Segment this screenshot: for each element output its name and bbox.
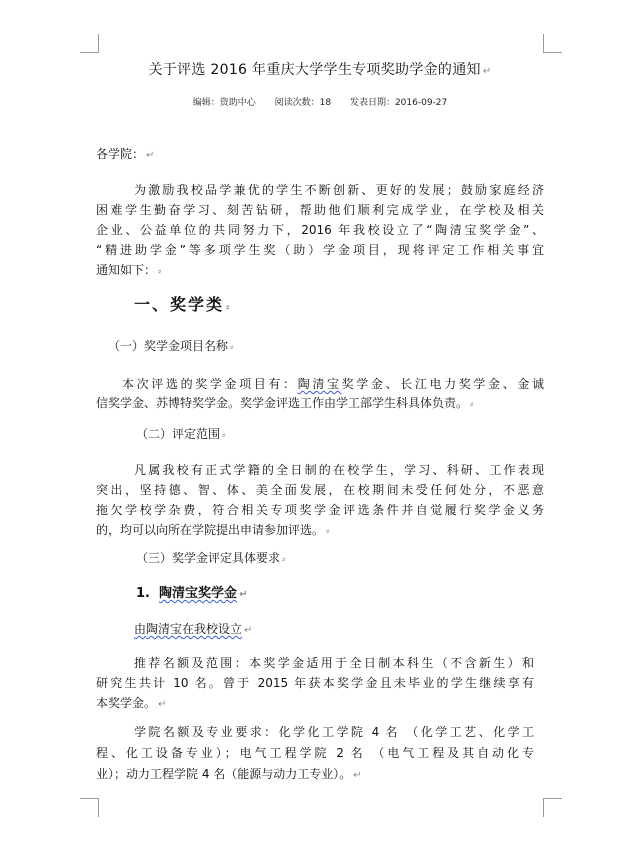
quota-line-3: 本奖学金。 ↵ <box>96 696 167 710</box>
scope-line-2: 突出，坚持德、智、体、美全面发展，在校期间未受任何处分，不恶意 <box>96 483 544 497</box>
scope-line-3: 拖欠学校学杂费，符合相关专项奖学金评选条件并自觉履行奖学金义务 <box>96 503 544 517</box>
intro-line-3: 企业、公益单位的共同努力下，2016 年我校设立了“陶清宝奖学金”、 <box>96 223 544 237</box>
margin-corner-bottom-left <box>80 798 99 817</box>
intro-line-5: 通知如下： ⸗ <box>96 263 162 277</box>
scope-line-1: 凡属我校有正式学籍的全日制的在校学生，学习、科研、工作表现 <box>134 463 544 477</box>
projects-line-2: 信奖学金、苏博特奖学金。奖学金评选工作由学工部学生科具体负责。 ⸗ <box>96 396 474 410</box>
majors-line-2: 程、化工设备专业）；电气工程学院 2 名 （电气工程及其自动化专 <box>96 746 534 760</box>
item-setup-line: 由陶清宝在我校设立 ↵ <box>134 622 253 636</box>
quota-line-2: 研究生共计 10 名。曾于 2015 年获本奖学金且未毕业的学生继续享有 <box>96 676 534 690</box>
scope-line-4: 的，均可以向所在学院提出申请参加评选。 ⸗ <box>96 523 330 537</box>
majors-line-1: 学院名额及专业要求：化学化工学院 4 名 （化学工艺、化学工 <box>134 725 534 739</box>
intro-line-1: 为激励我校品学兼优的学生不断创新、更好的发展；鼓励家庭经济 <box>134 183 544 197</box>
meta-views: 阅读次数：18 <box>274 98 332 108</box>
greeting: 各学院： ↵ <box>96 147 155 161</box>
intro-line-4: “精进助学金”等多项学生奖（助）学金项目，现将评定工作相关事宜 <box>96 243 544 257</box>
projects-line-1: 本次评选的奖学金项目有：陶清宝奖学金、长江电力奖学金、金诚 <box>122 377 544 391</box>
subheading-project-names: （一）奖学金项目名称 ⸗ <box>108 339 234 353</box>
intro-line-2: 困难学生勤奋学习、刻苦钻研，帮助他们顺利完成学业，在学校及相关 <box>96 203 544 217</box>
subheading-requirements: （三）奖学金评定具体要求 ⸗ <box>136 551 286 565</box>
document-title: 关于评选 2016 年重庆大学学生专项奖助学金的通知 ↵ <box>148 62 492 78</box>
section-heading-awards: 一、奖学类 ⸗ <box>134 295 232 314</box>
margin-corner-top-left <box>80 34 99 53</box>
margin-corner-bottom-right <box>543 798 562 817</box>
margin-corner-top-right <box>543 34 562 53</box>
meta-date: 发表日期：2016-09-27 <box>349 98 448 108</box>
subheading-scope: （二）评定范围 ⸗ <box>136 427 226 441</box>
document-meta <box>0 95 640 111</box>
quota-line-1: 推荐名额及范围：本奖学金适用于全日制本科生（不含新生）和 <box>134 656 534 670</box>
majors-line-3: 业）；动力工程学院 4 名（能源与动力工专业）。 ↵ <box>96 767 362 781</box>
meta-editor: 编辑：资助中心 <box>192 98 256 108</box>
item-heading-taoqingbao: 1. 陶清宝奖学金 ↵ <box>136 586 248 601</box>
spellcheck-name: 陶清宝 <box>297 377 342 391</box>
